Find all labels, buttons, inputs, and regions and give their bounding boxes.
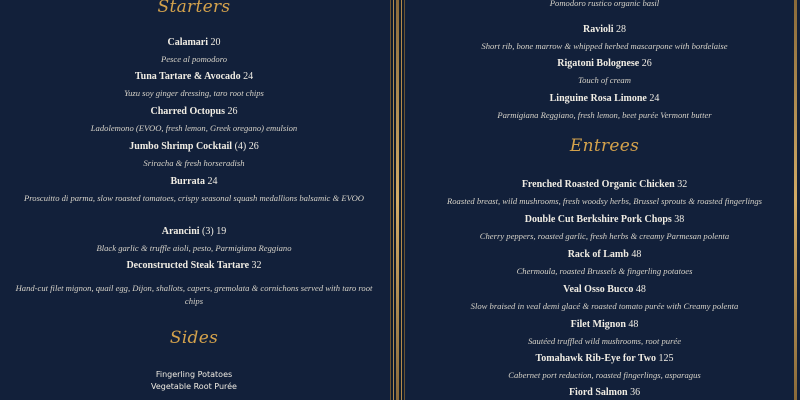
sides-title: Sides <box>169 328 219 348</box>
menu-item-rigatoni <box>402 57 800 87</box>
item-name: Ravioli 28 <box>582 24 627 35</box>
item-desc: Roasted breast, wild mushrooms, fresh woodsy herbs, Brussel sprouts & roasted fingerlings <box>447 196 762 206</box>
right-border <box>794 0 797 400</box>
item-name: Veal Osso Bucco 48 <box>563 284 646 295</box>
item-desc: Yuzu soy ginger dressing, taro root chips <box>124 88 264 98</box>
item-name: Rigatoni Bolognese 26 <box>557 58 652 69</box>
item-desc: Cabernet port reduction, roasted fingerlings, asparagus <box>508 370 701 380</box>
item-desc: Ladolemono (EVOO, fresh lemon, Greek oregano) emulsion <box>90 123 298 133</box>
entrees-title: Entrees <box>569 136 640 156</box>
item-name: Calamari 20 <box>167 37 221 48</box>
menu-item-burrata <box>0 175 393 205</box>
item-desc: Hand-cut filet mignon, quail egg, Dijon, shallots, capers, gremolata & cornichons served with taro root chips <box>15 283 373 306</box>
menu-item-tuna-tartare <box>0 70 393 100</box>
menu-item-linguine <box>402 92 800 122</box>
sides-list <box>0 369 393 393</box>
menu-item-ravioli <box>402 23 800 53</box>
item-name: Arancini (3) 19 <box>161 226 227 237</box>
menu-item-pork-chops <box>402 213 800 243</box>
item-desc: Parmigiana Reggiano, fresh lemon, beet purée Vermont butter <box>497 110 712 120</box>
menu-item-rack-of-lamb <box>402 248 800 278</box>
menu-item-shrimp-cocktail <box>0 140 393 170</box>
item-desc: Slow braised in veal demi glacé & roasted tomato purée with Creamy polenta <box>470 301 739 311</box>
item-name: Filet Mignon 48 <box>570 319 639 330</box>
left-menu-panel <box>0 0 394 400</box>
item-desc: Proscuitto di parma, slow roasted tomatoes, crispy seasonal squash medallions balsamic & EVOO <box>24 193 364 203</box>
item-desc: Chermoula, roasted Brussels & fingerling potatoes <box>516 266 693 276</box>
menu-item-salmon <box>402 386 800 400</box>
menu-item-filet-mignon <box>402 318 800 348</box>
menu-item-arancini <box>0 225 393 255</box>
menu-item-osso-bucco <box>402 283 800 313</box>
item-desc: Sriracha & fresh horseradish <box>143 158 245 168</box>
item-name: Rack of Lamb 48 <box>567 249 642 260</box>
center-divider <box>396 0 399 400</box>
item-name: Frenched Roasted Organic Chicken 32 <box>521 179 688 190</box>
side-item: Vegetable Root Purée <box>151 382 237 391</box>
item-name: Burrata 24 <box>170 176 218 187</box>
menu-item-partial <box>402 0 800 10</box>
item-name: Tuna Tartare & Avocado 24 <box>134 71 254 82</box>
item-desc: Pomodoro rustico organic basil <box>549 0 660 8</box>
item-name: Linguine Rosa Limone 24 <box>549 93 660 104</box>
menu-item-tomahawk <box>402 352 800 382</box>
item-name: Fiord Salmon 36 <box>568 387 641 398</box>
item-desc: Pesce al pomodoro <box>160 54 228 64</box>
item-name: Deconstructed Steak Tartare 32 <box>126 260 262 271</box>
item-desc: Sautéed truffled wild mushrooms, root purée <box>527 336 682 346</box>
item-name: Jumbo Shrimp Cocktail (4) 26 <box>129 141 259 152</box>
menu-item-charred-octopus <box>0 105 393 135</box>
right-menu-panel <box>401 0 800 400</box>
item-desc: Touch of cream <box>578 75 631 85</box>
side-item: Fingerling Potatoes <box>155 370 233 379</box>
menu-item-chicken <box>402 178 800 208</box>
item-desc: Short rib, bone marrow & whipped herbed mascarpone with bordelaise <box>481 41 728 51</box>
menu-item-steak-tartare <box>0 259 393 308</box>
item-name: Tomahawk Rib-Eye for Two 125 <box>535 353 674 364</box>
item-name: Charred Octopus 26 <box>150 106 238 117</box>
menu-item-calamari <box>0 36 393 66</box>
item-name: Double Cut Berkshire Pork Chops 38 <box>524 214 685 225</box>
item-desc: Black garlic & truffle aioli, pesto, Parmigiana Reggiano <box>96 243 292 253</box>
item-desc: Cherry peppers, roasted garlic, fresh herbs & creamy Parmesan polenta <box>479 231 730 241</box>
starters-title: Starters <box>157 0 231 17</box>
